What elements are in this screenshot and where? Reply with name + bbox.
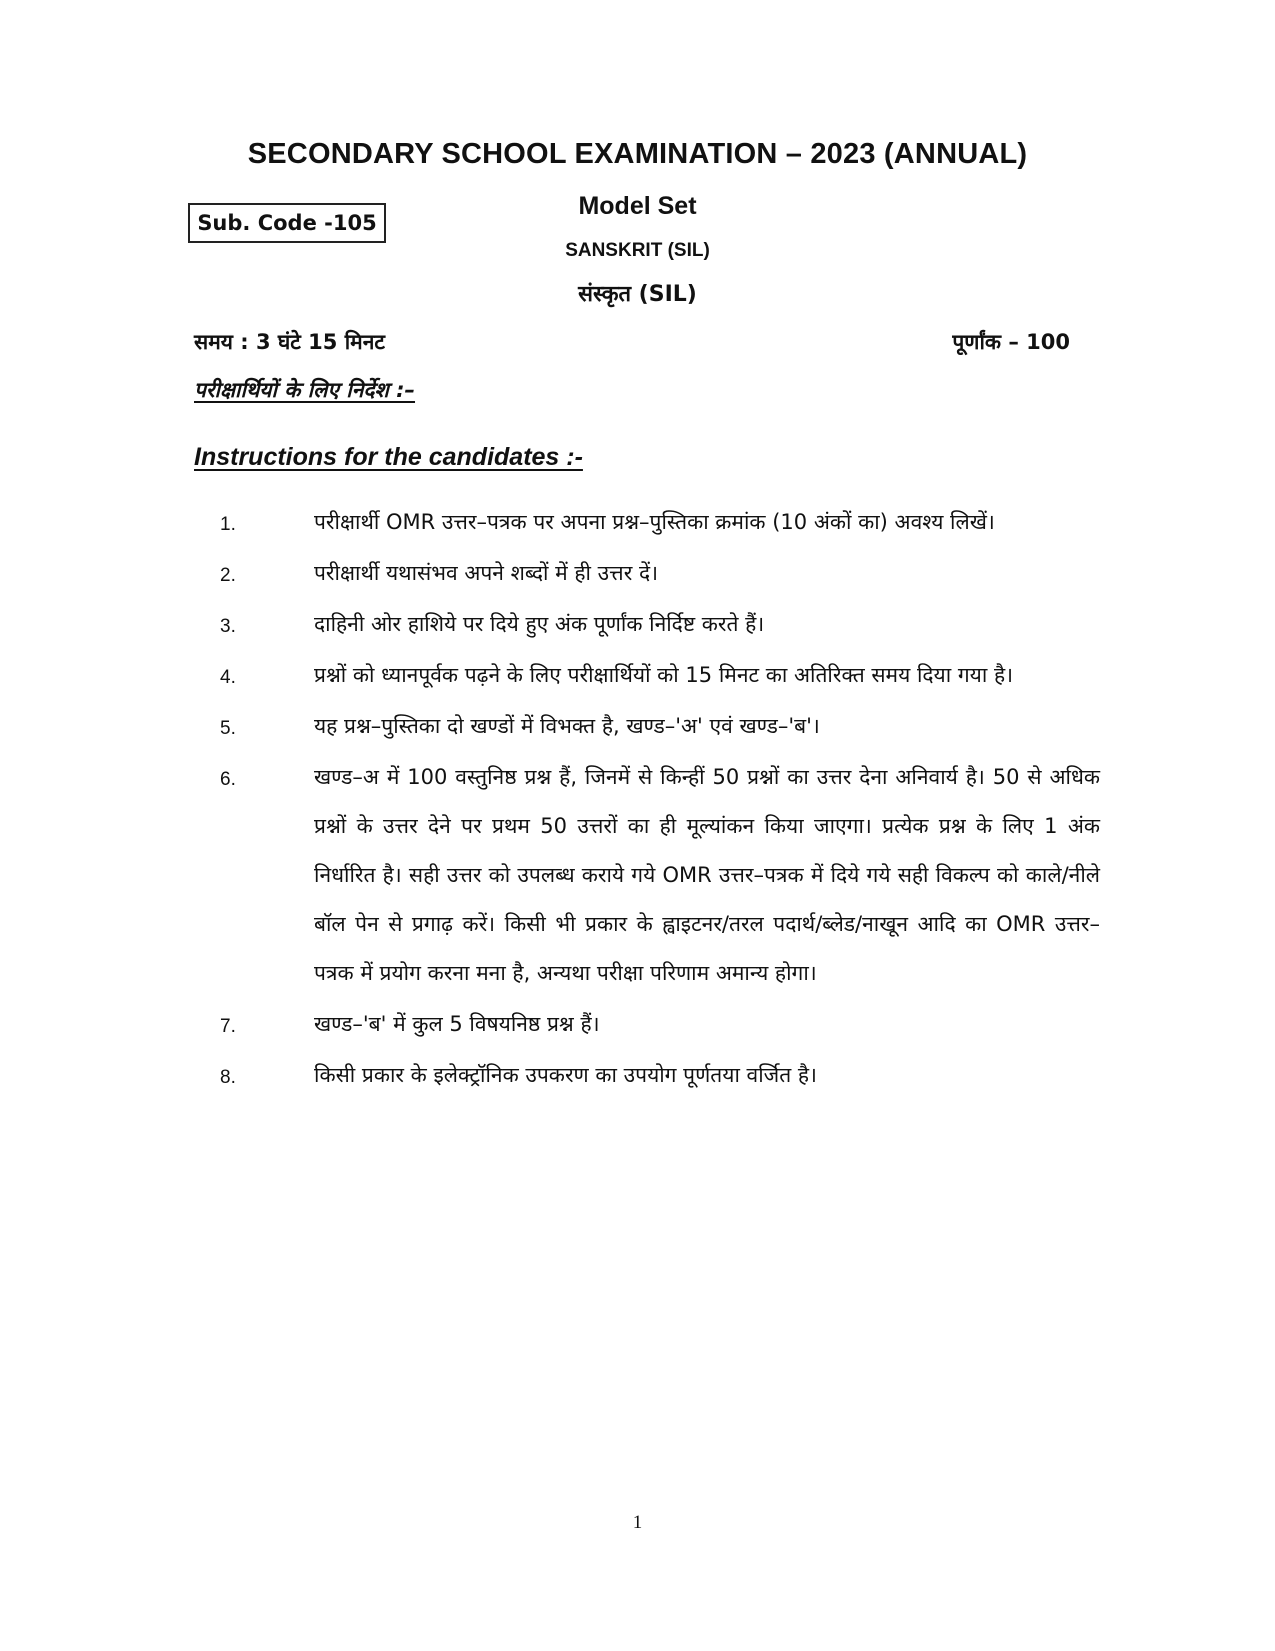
item-text: परीक्षार्थी OMR उत्तर–पत्रक पर अपना प्रश्न–पुस्तिका क्रमांक (10 अंकों का) अवश्य लिखें। — [314, 510, 995, 534]
item-text: यह प्रश्न–पुस्तिका दो खण्डों में विभक्त है, खण्ड–'अ' एवं खण्ड–'ब'। — [314, 714, 820, 738]
full-marks: पूर्णांक – 100 — [952, 330, 1070, 354]
list-item — [220, 659, 1100, 700]
item-text: खण्ड–'ब' में कुल 5 विषयनिष्ठ प्रश्न हैं। — [314, 1012, 600, 1036]
item-text: किसी प्रकार के इलेक्ट्रॉनिक उपकरण का उपयोग पूर्णतया वर्जित है। — [314, 1063, 818, 1087]
item-number: 3. — [220, 616, 236, 637]
exam-title: SECONDARY SCHOOL EXAMINATION – 2023 (ANNUAL) — [247, 138, 1028, 170]
item-number: 2. — [220, 565, 236, 586]
instruction-list — [220, 506, 1100, 1110]
list-item — [220, 608, 1100, 649]
list-item — [220, 1059, 1100, 1100]
item-number: 6. — [220, 769, 236, 790]
item-text: परीक्षार्थी यथासंभव अपने शब्दों में ही उत्तर दें। — [314, 561, 659, 585]
subject-hindi: संस्कृत (SIL) — [578, 282, 697, 307]
list-item — [220, 710, 1100, 751]
item-number: 1. — [220, 514, 236, 535]
list-item — [220, 506, 1100, 547]
item-text: प्रश्नों को ध्यानपूर्वक पढ़ने के लिए परीक्षार्थियों को 15 मिनट का अतिरिक्त समय दिया गया है। — [314, 663, 1014, 687]
hindi-instructions-heading: परीक्षार्थियों के लिए निर्देश :– — [194, 378, 416, 402]
list-item — [220, 761, 1100, 998]
item-text: खण्ड–अ में 100 वस्तुनिष्ठ प्रश्न हैं, जिनमें से किन्हीं 50 प्रश्नों का उत्तर देना अनिवार्य है। 50 से अधिक प्रश्नों के उत्तर देने पर प्रथम 50 उत्तरों का ही मूल्यांकन किया जाएगा। प्रत्येक प्रश्न के लिए 1 अंक निर्धारित है। सही उत्तर को उपलब्ध कराये गये OMR उत्तर–पत्रक में दिये गये सही विकल्प को काले/नीले बॉल पेन से प्रगाढ़ करें। किसी भी प्रकार के ह्वाइटनर/तरल पदार्थ/ब्लेड/नाखून आदि का OMR उत्तर–पत्रक में प्रयोग करना मना है, अन्यथा परीक्षा परिणाम अमान्य होगा। — [314, 765, 1100, 985]
subject-english: SANSKRIT (SIL) — [565, 240, 710, 261]
item-number: 7. — [220, 1016, 236, 1037]
model-set-label: Model Set — [578, 192, 697, 220]
page-number: 1 — [632, 1512, 643, 1533]
sub-code-box: Sub. Code -105 — [188, 203, 386, 243]
list-item — [220, 1008, 1100, 1049]
item-number: 8. — [220, 1067, 236, 1088]
item-number: 5. — [220, 718, 236, 739]
item-text: दाहिनी ओर हाशिये पर दिये हुए अंक पूर्णांक निर्दिष्ट करते हैं। — [314, 612, 765, 636]
exam-time: समय : 3 घंटे 15 मिनट — [194, 330, 385, 354]
english-instructions-heading: Instructions for the candidates :- — [194, 443, 583, 471]
list-item — [220, 557, 1100, 598]
item-number: 4. — [220, 667, 236, 688]
